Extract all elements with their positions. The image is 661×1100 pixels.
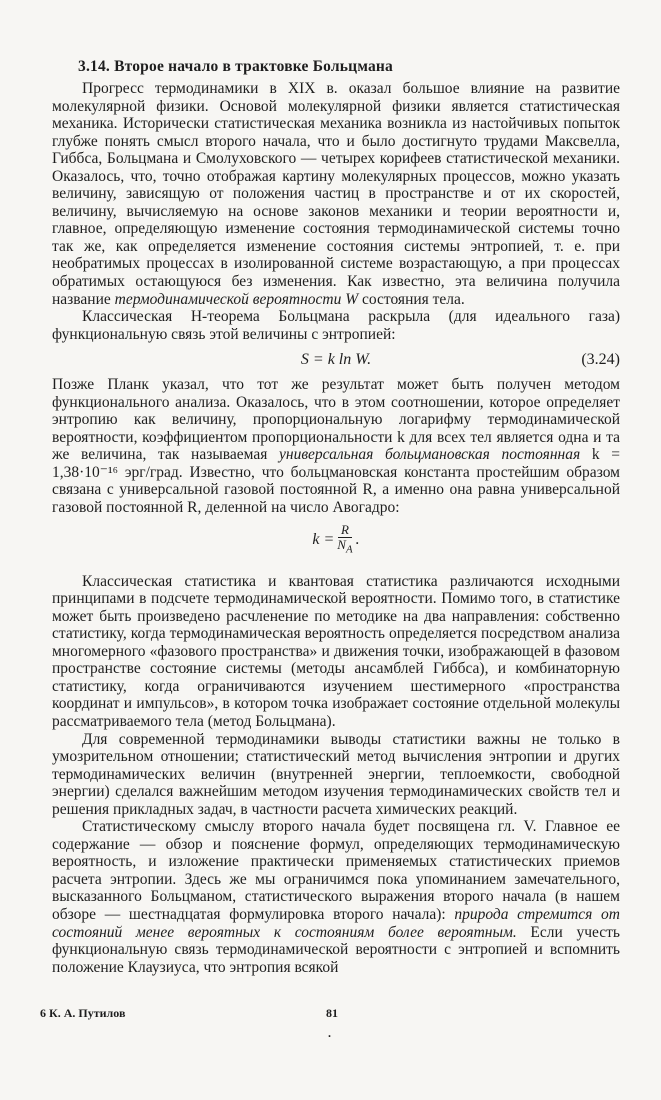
bottom-mark: . — [328, 1026, 331, 1040]
paragraph-3 — [52, 376, 620, 516]
paragraph-1 — [52, 80, 620, 308]
paragraph-5: Для современной термодинамики выводы статистики важны не только в умозрительном отношении; статистический метод вычисления энтропии и других термодинамических величин (внутренней энергии, теплоемкости, свободной энергии) сделался важнейшим методом изучения термодинамических свойств тел и решения прикладных задач, в частности расчета химических реакций. — [52, 730, 620, 818]
fraction-numerator: R — [338, 523, 352, 538]
page-number: 81 — [326, 1006, 338, 1020]
equation-boltzmann-constant — [52, 517, 620, 563]
fraction — [337, 523, 352, 557]
p1-term: термодинамической вероятности W — [114, 290, 359, 308]
p1-text-end: состояния тела. — [358, 290, 465, 308]
p3-text-end: k = 1,38·10⁻¹⁶ эрг/град. Известно, что больцмановская константа простейшим образом связана с универсальной газовой постоянной R, а именно она равна универсальной газовой постоянной R, деленной на число Авогадро: — [52, 446, 620, 517]
signature-mark: 6 К. А. Путилов — [40, 1006, 126, 1020]
paragraph-2: Классическая H-теорема Больцмана раскрыла (для идеального газа) функциональную связь этой величины с энтропией: — [52, 308, 620, 343]
equation-3-24 — [52, 343, 620, 376]
p3-text: Позже Планк указал, что тот же результат может быть получен методом функционального анализа. Оказалось, что в этом соотношении, которое определяет энтропию как величину, пропорциональную логарифму термодинамической вероятности, коэффициентом пропорциональности k для всех тел является одна и та же величина, так называемая — [52, 376, 620, 464]
p3-term: универсальная больцмановская постоянная — [279, 446, 581, 464]
equation-period: . — [355, 530, 360, 548]
equation-body: S = k ln W. — [300, 351, 372, 369]
page-body — [52, 80, 620, 976]
fraction-denominator — [337, 538, 352, 557]
p6-text-end: Если учесть функциональную связь термодинамической вероятности с энтропией и вспомнить положение Клаузиуса, что энтропия всякой — [52, 923, 620, 976]
p6-text: Статистическому смыслу второго начала будет посвящена гл. V. Главное ее содержание — обзор и пояснение формул, определяющих термодинамическую вероятность, и изложение практически применяемых статистических приемов расчета энтропии. Здесь же мы ограничимся пока упоминанием замечательного, высказанного Больцманом, статистического выражения второго начала (в нашем обзоре — шестнадцатая формулировка второго начала): — [52, 818, 620, 923]
section-heading: 3.14. Второе начало в трактовке Больцмана — [78, 58, 393, 75]
spacer — [52, 563, 620, 573]
denominator-subscript: A — [345, 543, 353, 556]
denominator-symbol: N — [337, 536, 346, 552]
p6-term: природа стремится от состояний менее вероятных к состояниям более вероятным. — [52, 905, 620, 941]
equation-number: (3.24) — [581, 351, 620, 369]
equation-lhs: k = — [312, 530, 335, 548]
paragraph-6 — [52, 818, 620, 976]
p1-text: Прогресс термодинамики в XIX в. оказал большое влияние на развитие молекулярной физики. Основой молекулярной физики является статистическая механика. Исторически статистическая механика возникла из настойчивых попыток глубже понять смысл второго начала, что и было достигнуто трудами Максвелла, Гиббса, Больцмана и Смолуховского — четырех корифеев статистической механики. Оказалось, что, точно отображая картину молекулярных процессов, можно указать величину, зависящую от положения частиц в пространстве и от их скоростей, величину, вычисляемую на основе законов механики и теории вероятности и, главное, определяющую изменение состояния термодинамической системы точно так же, как определяется изменение состояния системы энтропией, т. е. при необратимых процессах в изолированной системе возрастающую, а при процессах обратимых остающуюся без изменения. Как известно, эта величина получила название — [52, 80, 620, 308]
paragraph-4: Классическая статистика и квантовая статистика различаются исходными принципами в подсчете термодинамической вероятности. Помимо того, в статистике может быть произведено расчленение по методике на два направления: собственно статистику, когда термодинамическая вероятность определяется посредством анализа многомерного «фазового пространства» и движения точки, изображающей в фазовом пространстве состояние системы (методы ансамблей Гиббса), и комбинаторную статистику, когда ограничиваются изучением шестимерного «пространства координат и импульсов», в котором точка изображает состояние отдельной молекулы рассматриваемого тела (метод Больцмана). — [52, 572, 620, 730]
